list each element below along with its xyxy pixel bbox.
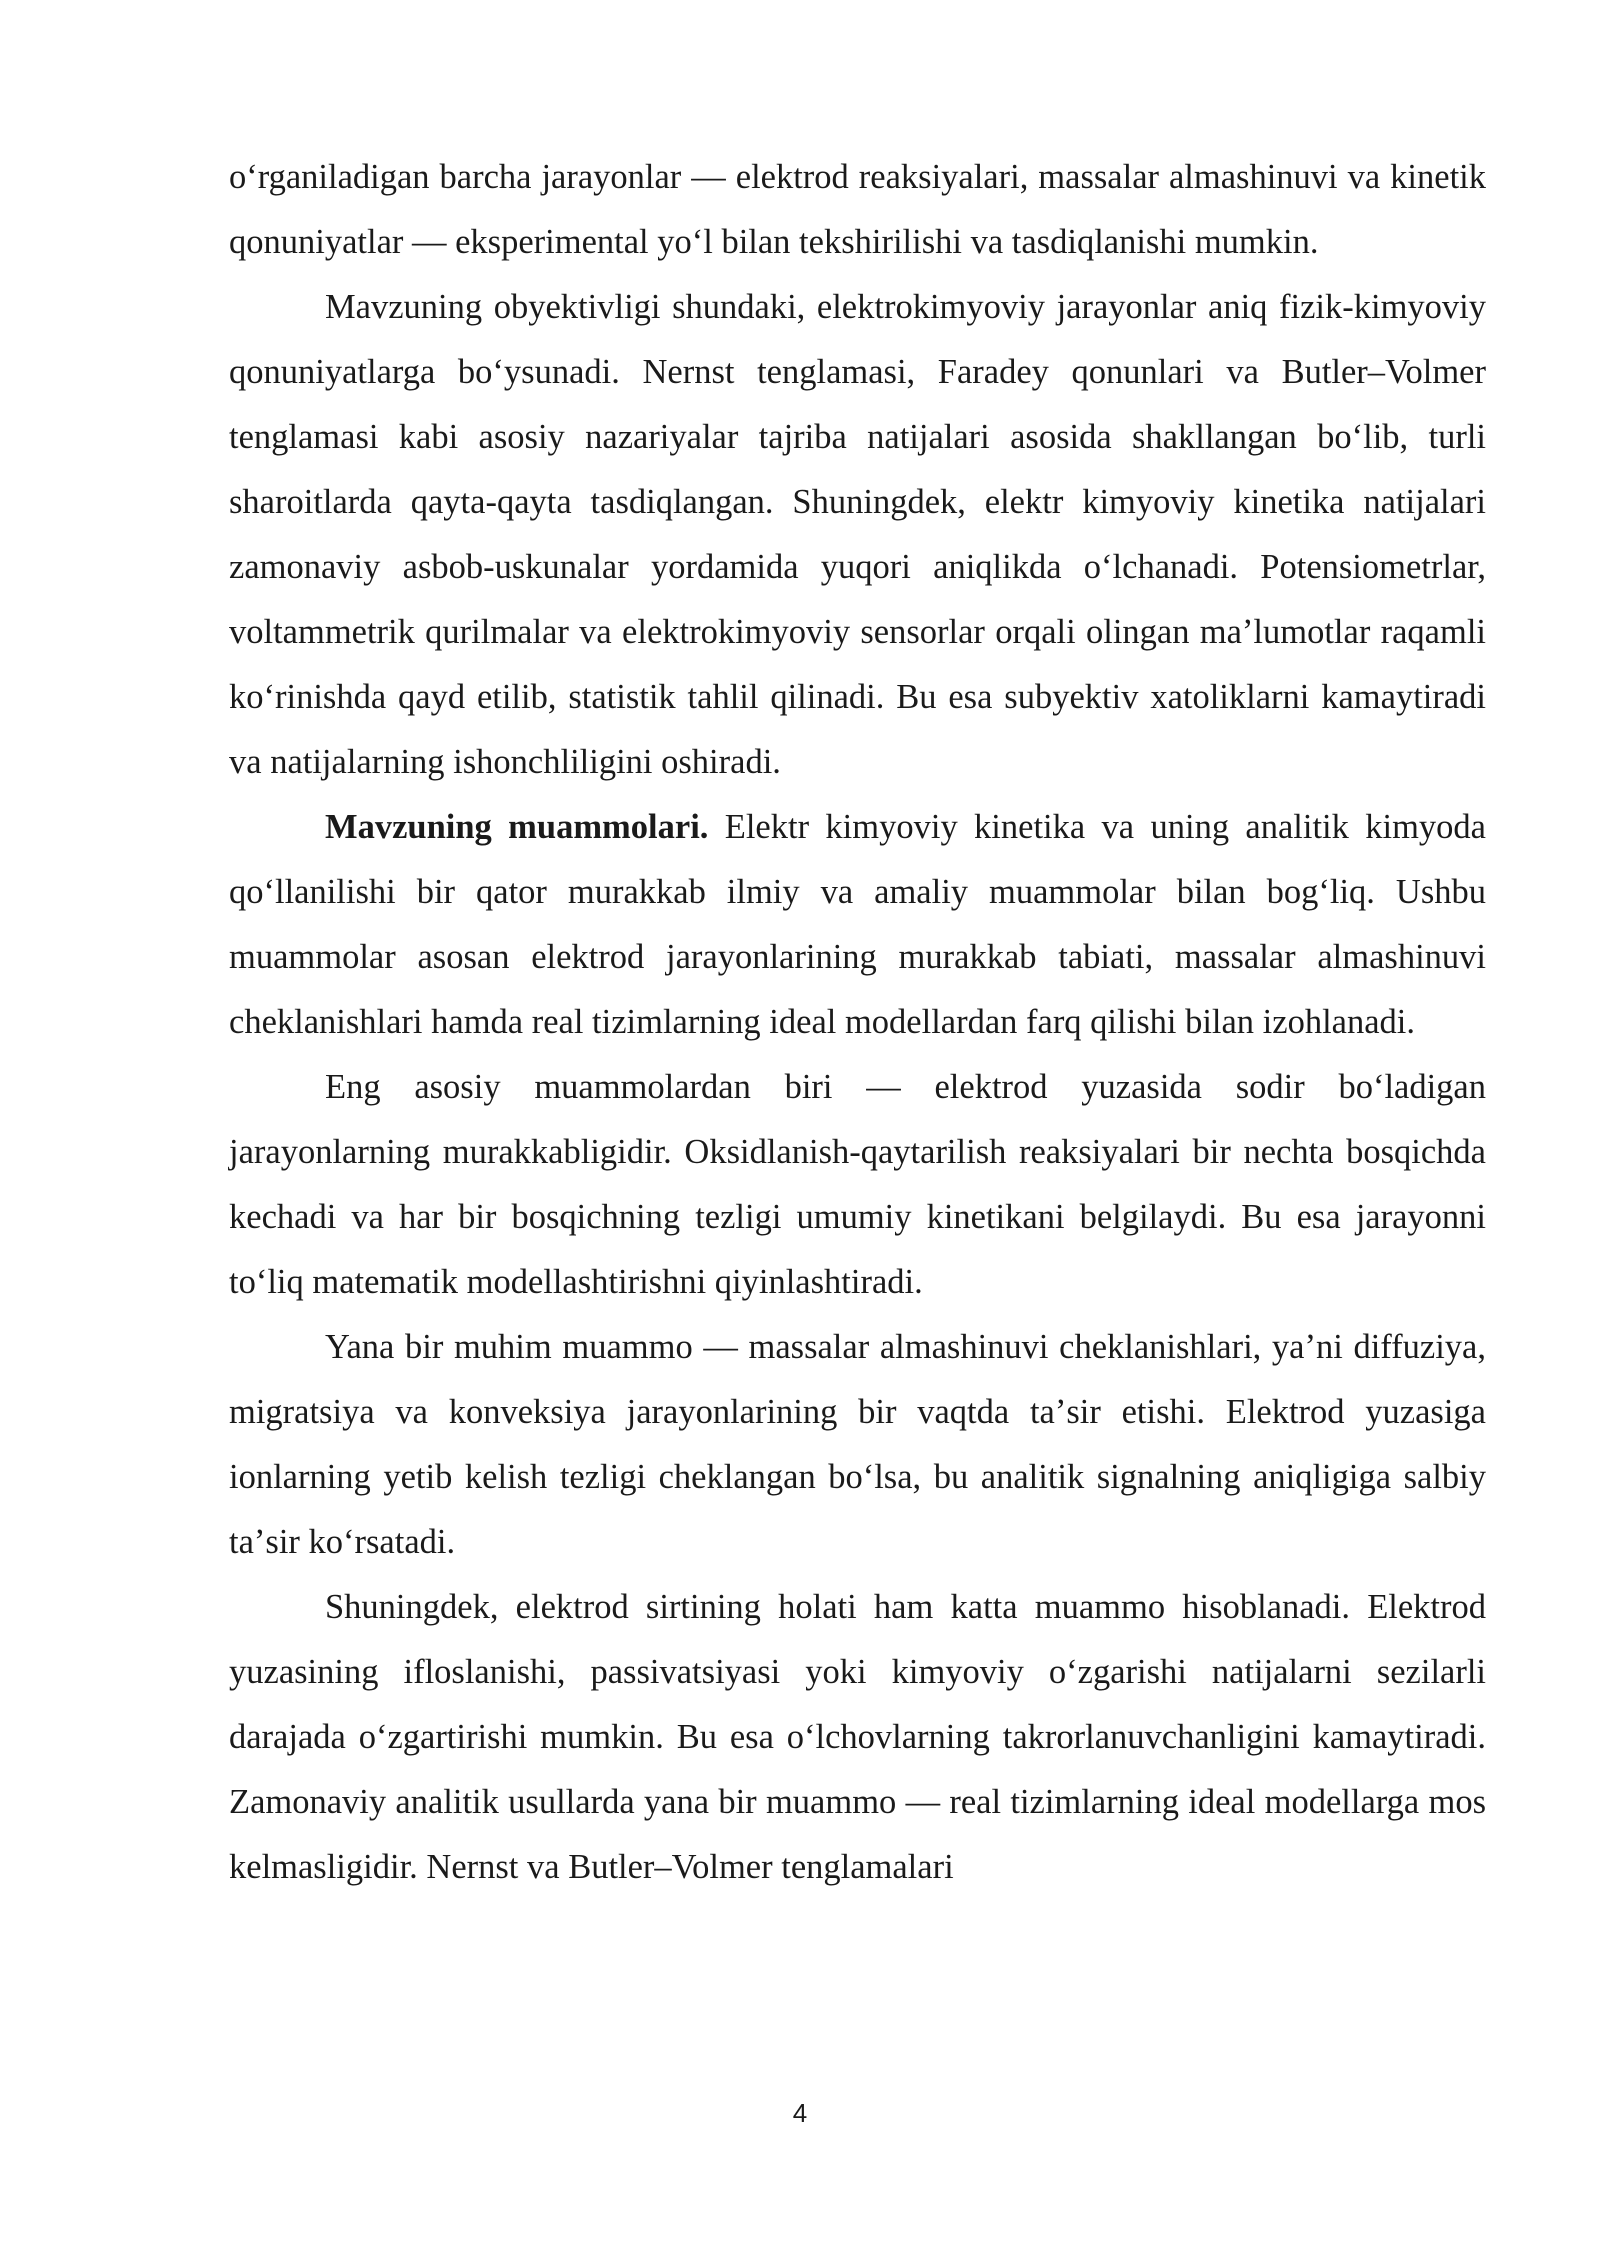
- paragraph-continuation: oʻrganiladigan barcha jarayonlar — elektrod reaksiyalari, massalar almashinuvi va kinetik qonuniyatlar — eksperimental yoʻl bilan tekshirilishi va tasdiqlanishi mumkin.: [229, 158, 1486, 261]
- paragraph-electrode-surface: Shuningdek, elektrod sirtining holati ham katta muammo hisoblanadi. Elektrod yuzasining ifloslanishi, passivatsiyasi yoki kimyoviy oʻzgarishi natijalarni sezilarli darajada oʻzgartirishi mumkin. Bu esa oʻlchovlarning takrorlanuvchanligini kamaytiradi. Zamonaviy analitik usullarda yana bir muammo — real tizimlarning ideal modellarga mos kelmasligidir. Nernst va Butler–Volmer tenglamalari: [229, 1588, 1486, 1886]
- paragraph-objectivity: Mavzuning obyektivligi shundaki, elektrokimyoviy jarayonlar aniq fizik-kimyoviy qonuniyatlarga boʻysunadi. Nernst tenglamasi, Faradey qonunlari va Butler–Volmer tenglamasi kabi asosiy nazariyalar tajriba natijalari asosida shakllangan boʻlib, turli sharoitlarda qayta-qayta tasdiqlangan. Shuningdek, elektr kimyoviy kinetika natijalari zamonaviy asbob-uskunalar yordamida yuqori aniqlikda oʻlchanadi. Potensiometrlar, voltammetrik qurilmalar va elektrokimyoviy sensorlar orqali olingan maʼlumotlar raqamli koʻrinishda qayd etilib, statistik tahlil qilinadi. Bu esa subyektiv xatoliklarni kamaytiradi va natijalarning ishonchliligini oshiradi.: [229, 288, 1486, 781]
- paragraph-problems-text: Elektr kimyoviy kinetika va uning analitik kimyoda qoʻllanilishi bir qator murakkab ilmiy va amaliy muammolar bilan bogʻliq. Ushbu muammolar asosan elektrod jarayonlarining murakkab tabiati, massalar almashinuvi cheklanishlari hamda real tizimlarning ideal modellardan farq qilishi bilan izohlanadi.: [229, 808, 1486, 1041]
- section-heading-problems: Mavzuning muammolari.: [325, 808, 709, 846]
- document-body: [229, 145, 1486, 1900]
- page-number: 4: [792, 2098, 808, 2128]
- paragraph-mass-transfer: Yana bir muhim muammo — massalar almashinuvi cheklanishlari, yaʼni diffuziya, migratsiya va konveksiya jarayonlarining bir vaqtda taʼsir etishi. Elektrod yuzasiga ionlarning yetib kelish tezligi cheklangan boʻlsa, bu analitik signalning aniqligiga salbiy taʼsir koʻrsatadi.: [229, 1328, 1486, 1561]
- paragraph-main-problem: Eng asosiy muammolardan biri — elektrod yuzasida sodir boʻladigan jarayonlarning murakkabligidir. Oksidlanish-qaytarilish reaksiyalari bir nechta bosqichda kechadi va har bir bosqichning tezligi umumiy kinetikani belgilaydi. Bu esa jarayonni toʻliq matematik modellashtirishni qiyinlashtiradi.: [229, 1068, 1486, 1301]
- paragraph-problems: [229, 795, 1486, 1055]
